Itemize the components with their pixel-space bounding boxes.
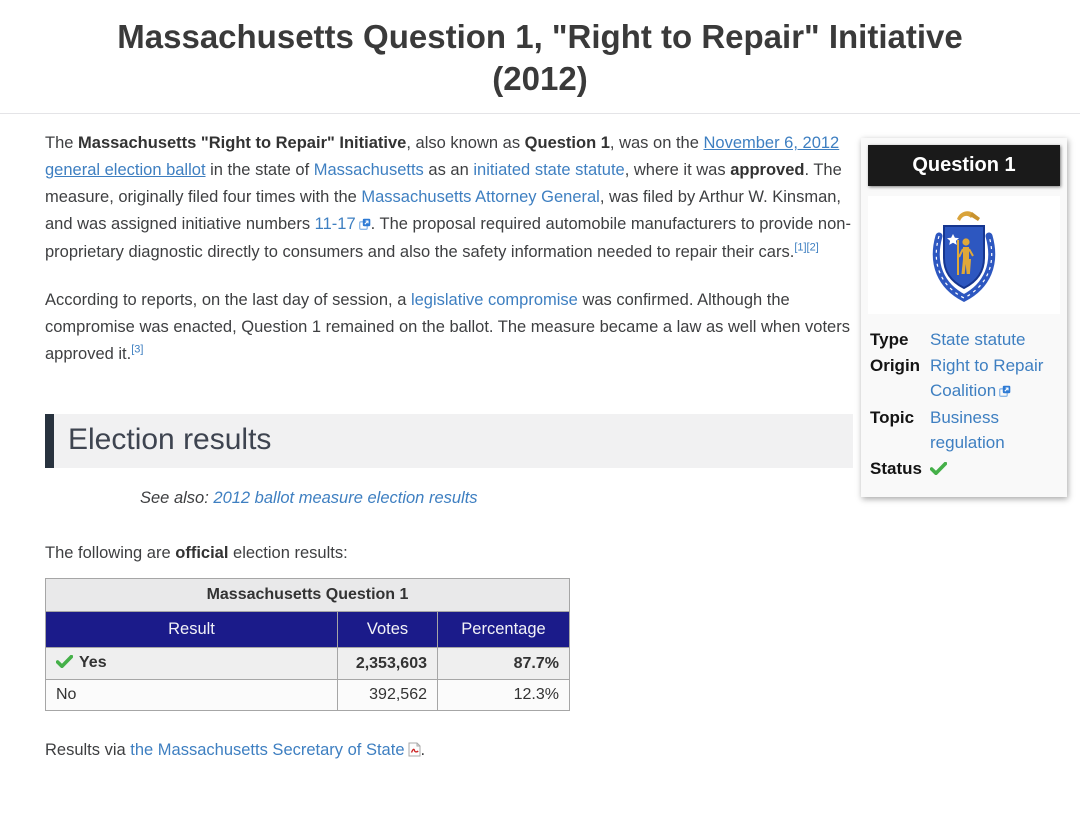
pdf-icon [408,739,421,766]
reference-link[interactable]: [1] [794,241,807,254]
link[interactable]: legislative compromise [410,290,578,309]
reference-link[interactable]: [3] [131,343,144,356]
infobox-label: Topic [870,407,915,427]
column-header-result: Result [46,612,338,648]
infobox-row-topic [870,405,1060,456]
measure-infobox [861,138,1067,497]
infobox-row-type [870,327,1060,353]
votes-cell: 392,562 [338,680,438,711]
infobox-label: Type [870,330,909,350]
votes-cell: 2,353,603 [338,648,438,680]
infobox-value [930,456,1060,483]
page-title: Massachusetts Question 1, "Right to Repair" Initiative (2012) [117,18,963,98]
massachusetts-state-seal-icon [927,206,1001,304]
percentage-cell: 87.7% [438,648,570,680]
approved-check-icon [930,457,947,483]
approved-check-icon [56,655,73,673]
infobox-label: Status [870,458,922,478]
article-page [0,16,1080,796]
link[interactable]: Right to Repair Coalition [930,355,1044,401]
table-caption: Massachusetts Question 1 [46,579,570,612]
main-column [45,114,853,766]
reference-link[interactable]: [2] [806,241,819,254]
link[interactable]: November 6, 2012 general election ballot [45,134,840,180]
percentage-cell: 12.3% [438,680,570,711]
result-cell [46,648,338,680]
bold-text: official [175,543,229,562]
section-heading-election-results: Election results [45,414,853,468]
column-header-votes: Votes [338,612,438,648]
infobox-row-status [870,456,1060,483]
external-link-icon [359,212,371,239]
link[interactable]: Business regulation [930,407,1005,453]
infobox-label: Origin [870,355,921,375]
table-header-row [46,612,570,648]
table-row-no [46,680,570,711]
column-header-percentage: Percentage [438,612,570,648]
infobox-fields [866,318,1062,492]
infobox-title: Question 1 [868,145,1060,186]
bold-text: Question 1 [524,134,610,153]
see-also-line [140,489,853,508]
external-link-icon [999,379,1011,405]
link[interactable]: Massachusetts Attorney General [361,188,600,207]
results-source-line: Results via the Massachusetts Secretary of State . [45,737,853,766]
link[interactable]: Massachusetts [313,161,424,180]
link[interactable]: 11-17 [314,215,356,234]
infobox-value [930,327,1060,353]
content-area [0,114,1080,796]
table-caption-row [46,579,570,612]
results-intro-text: The following are official election results: [45,543,348,562]
intro-paragraph-1: The Massachusetts "Right to Repair" Initiative, also known as Question 1, was on the November 6, 2012 general election ballot in the state of Massachusetts as an initiated state statute, where it was approved. The measure, originally filed four times with the Massachusetts Attorney General, was filed by Arthur W. Kinsman, and was assigned initiative numbers 11-17 . The proposal required automobile manufacturers to provide non-proprietary diagnostic directly to consumers and also the safety information needed to repair their cars.[1][2] [45,134,851,262]
link[interactable]: initiated state statute [473,161,625,180]
infobox-image-box [868,196,1060,314]
infobox-row-origin [870,353,1060,405]
infobox-value [930,353,1060,405]
intro-paragraph-2: According to reports, on the last day of session, a legislative compromise was confirmed. Although the compromise was enacted, Question 1 remained on the ballot. The measure became a law as well when voters approved it.[3] [45,290,850,363]
see-also-link[interactable]: 2012 ballot measure election results [213,488,478,507]
bold-text: approved [730,161,805,180]
result-label: Yes [79,654,107,672]
bold-text: Massachusetts "Right to Repair" Initiative [78,134,407,153]
result-label: No [56,686,77,704]
infobox-value [930,405,1060,456]
link[interactable]: the Massachusetts Secretary of State [130,741,405,760]
see-also-prefix: See also: [140,488,214,507]
link[interactable]: State statute [930,330,1026,350]
election-results-table [45,578,570,711]
table-row-yes [46,648,570,680]
result-cell [46,680,338,711]
